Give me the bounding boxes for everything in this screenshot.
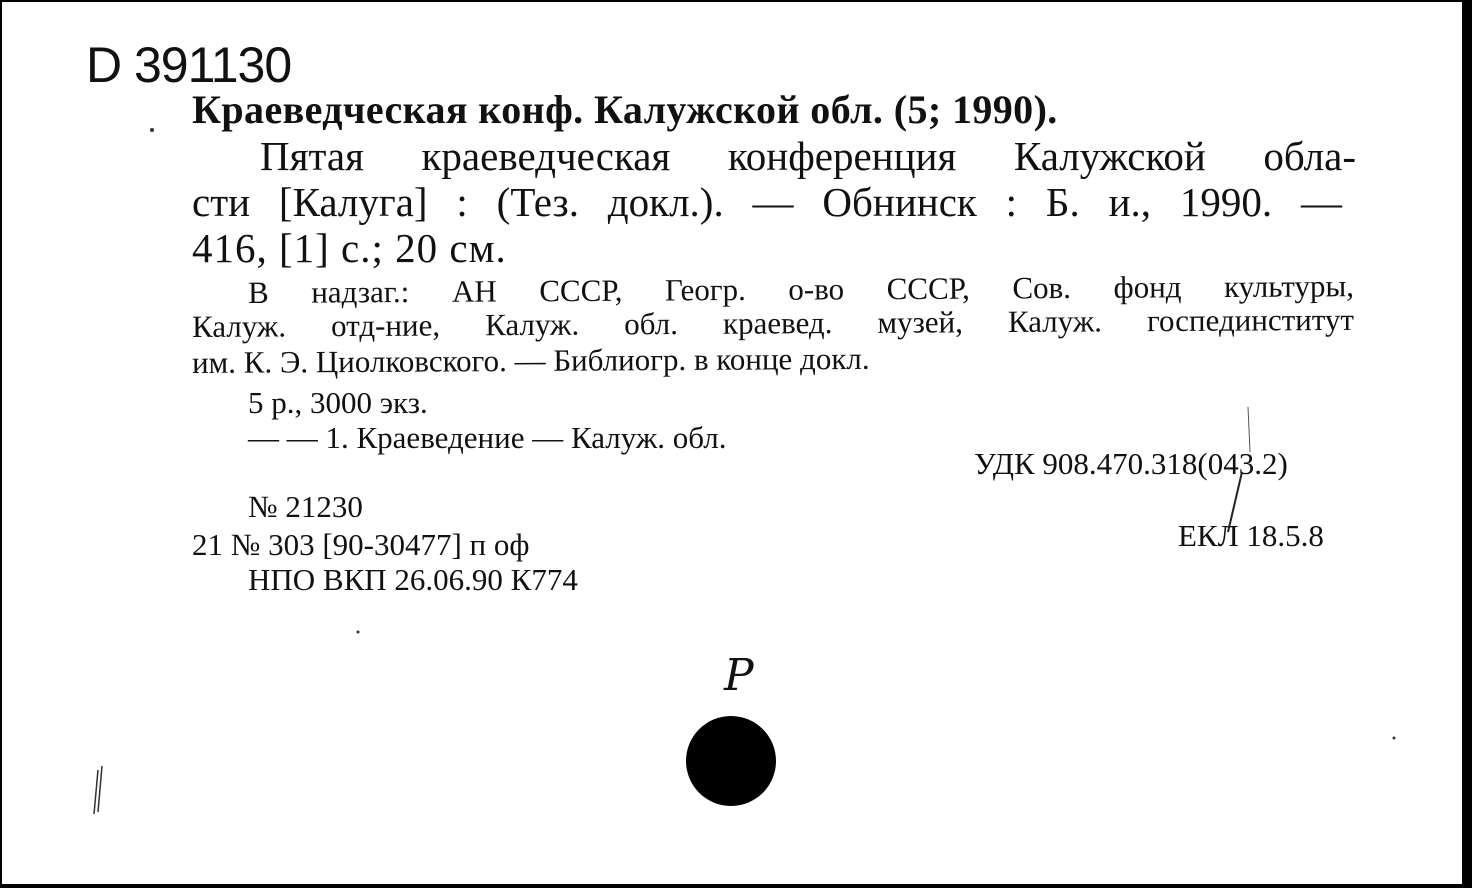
catalog-card (2, 2, 1462, 884)
ekl-code: ЕКЛ 18.5.8 (1178, 518, 1324, 553)
subject-heading: — — 1. Краеведение — Калуж. обл. (248, 420, 727, 455)
call-number: D 391130 (86, 37, 292, 93)
heading: Краеведческая конф. Калужской обл. (5; 1990). (192, 87, 1058, 132)
notes-line-2: Калуж. отд-ние, Калуж. обл. краевед. музей, Калуж. госпединститут (191, 301, 1355, 344)
order-line: 21 № 303 [90-30477] п оф (192, 527, 530, 562)
record-number: № 21230 (248, 489, 363, 524)
title-line-2: сти [Калуга] : (Тез. докл.). — Обнинск : Б. и., 1990. — (192, 179, 1342, 225)
price-copies: 5 р., 3000 экз. (248, 385, 428, 420)
punch-hole (686, 716, 776, 806)
notes-line-3: им. К. Э. Циолковского. — Библиогр. в конце докл. (191, 340, 870, 380)
udc-code: УДК 908.470.318(043.2) (974, 446, 1288, 481)
title-line-3: 416, [1] с.; 20 см. (192, 225, 507, 271)
title-line-1: Пятая краеведческая конференция Калужской обла- (260, 133, 1356, 179)
publisher-line: НПО ВКП 26.06.90 К774 (248, 562, 578, 597)
notes-line-1: В надзаг.: АН СССР, Геогр. о-во СССР, Сов. фонд культуры, (247, 268, 1355, 310)
handwritten-mark: P (724, 650, 754, 701)
